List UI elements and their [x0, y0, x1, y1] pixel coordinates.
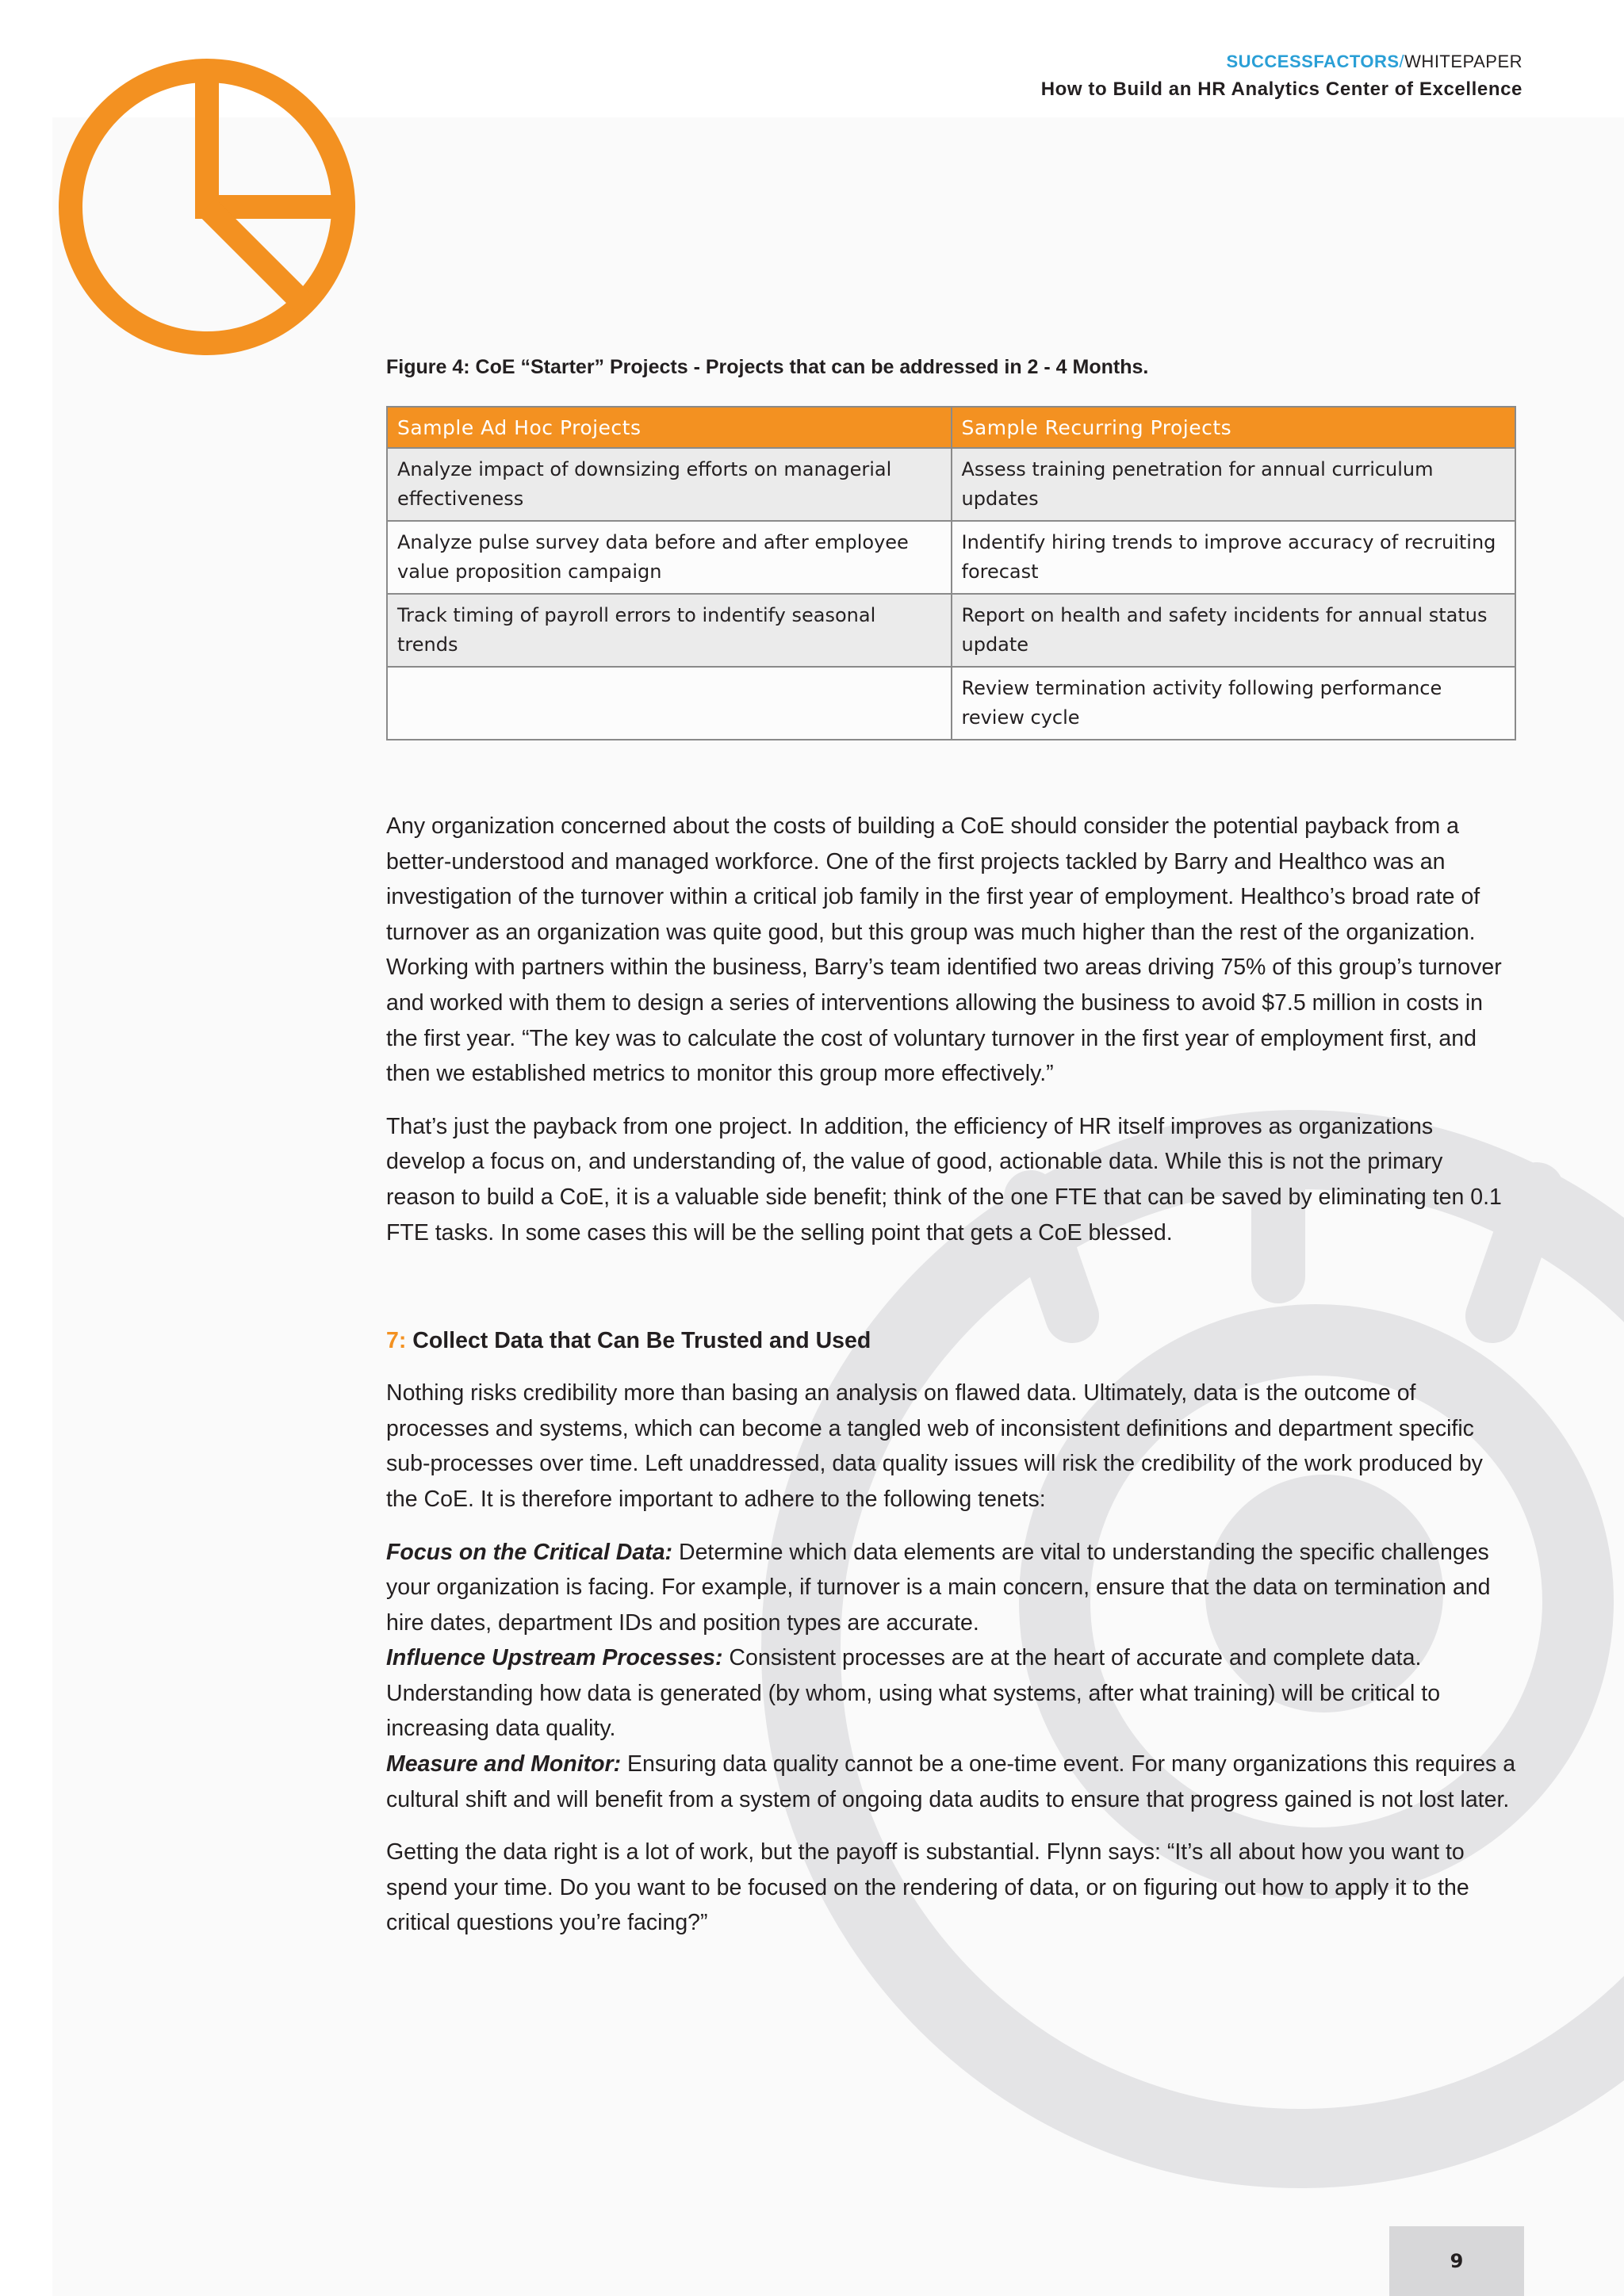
starter-projects-table [386, 406, 1516, 740]
page-header [1041, 51, 1522, 103]
table-cell: Indentify hiring trends to improve accuracy of recruiting forecast [952, 521, 1516, 594]
document-type: WHITEPAPER [1404, 52, 1522, 71]
section-number: 7: [386, 1328, 407, 1354]
table-cell [387, 667, 952, 740]
table-row [387, 667, 1515, 740]
column-header-ad-hoc: Sample Ad Hoc Projects [387, 407, 952, 448]
figure-caption: Figure 4: CoE “Starter” Projects - Projects that can be addressed in 2 - 4 Months. [386, 356, 1149, 378]
section-heading [386, 1323, 1516, 1358]
document-title: How to Build an HR Analytics Center of Excellence [1040, 78, 1522, 100]
tenet-text: Ensuring data quality cannot be a one-time event. For many organizations this requires a cultural shift and will benefit from a system of ongoing data audits to ensure that progress gained is not lost later. [386, 1751, 1516, 1812]
closing-paragraph: Getting the data right is a lot of work, but the payoff is substantial. Flynn says: “It’s all about how you want to spend your time. Do you want to be focused on the rendering of data, or on figuring out how to apply it to the critical questions you’re facing?” [386, 1839, 1469, 1936]
pie-chart-icon [52, 52, 362, 362]
header-brand-line [1041, 51, 1522, 73]
section-intro: Nothing risks credibility more than basing an analysis on flawed data. Ultimately, data is the outcome of processes and systems, which can become a tangled web of inconsistent definitions and department specific sub-processes over time. Left unaddressed, data quality issues will risk the credibility of the work produced by the CoE. It is therefore important to adhere to the following tenets: [386, 1380, 1483, 1512]
table-row [387, 448, 1515, 521]
brand-name: SUCCESSFACTORS [1226, 52, 1400, 71]
brand-slash: / [1399, 52, 1405, 71]
tenet-text: Determine which data elements are vital to understanding the specific challenges your organization is facing. For example, if turnover is a main concern, ensure that the data on termination and hire dates, department IDs and position types are accurate. [386, 1539, 1491, 1636]
table-cell: Report on health and safety incidents for annual status update [952, 594, 1516, 667]
table-row [387, 521, 1515, 594]
table-cell: Analyze impact of downsizing efforts on managerial effectiveness [387, 448, 952, 521]
table-cell: Assess training penetration for annual curriculum updates [952, 448, 1516, 521]
table-row [387, 594, 1515, 667]
section-title: Collect Data that Can Be Trusted and Used [412, 1328, 871, 1354]
table-cell: Review termination activity following performance review cycle [952, 667, 1516, 740]
main-content [386, 349, 1516, 1941]
body-paragraph: That’s just the payback from one project. In addition, the efficiency of HR itself improves as organizations develop a focus on, and understanding of, the value of good, actionable data. While this is not the primary reason to build a CoE, it is a valuable side benefit; think of the one FTE that can be saved by eliminating ten 0.1 FTE tasks. In some cases this will be the selling point that gets a CoE blessed. [386, 1113, 1502, 1246]
tenet-lead: Measure and Monitor: [386, 1751, 622, 1777]
tenets-block [386, 1535, 1516, 1818]
table-cell: Analyze pulse survey data before and after employee value proposition campaign [387, 521, 952, 594]
page-number: 9 [1389, 2226, 1524, 2296]
tenet-text: Consistent processes are at the heart of accurate and complete data. Understanding how data is generated (by whom, using what systems, after what training) will be critical to increasing data quality. [386, 1645, 1441, 1742]
column-header-recurring: Sample Recurring Projects [952, 407, 1516, 448]
table-header-row [387, 407, 1515, 448]
table-cell: Track timing of payroll errors to indentify seasonal trends [387, 594, 952, 667]
tenet-lead: Influence Upstream Processes: [386, 1645, 723, 1671]
tenet-lead: Focus on the Critical Data: [386, 1539, 673, 1565]
body-paragraph: Any organization concerned about the costs of building a CoE should consider the potential payback from a better-understood and managed workforce. One of the first projects tackled by Barry and Healthco was an investigation of the turnover within a critical job family in the first year of employment. Healthco’s broad rate of turnover as an organization was quite good, but this group was much higher than the rest of the organization. Working with partners within the business, Barry’s team identified two areas driving 75% of this group’s turnover and worked with them to design a series of interventions allowing the business to avoid $7.5 million in costs in the first year. “The key was to calculate the cost of voluntary turnover in the first year of employment first, and then we established metrics to monitor this group more effectively.” [386, 813, 1502, 1087]
